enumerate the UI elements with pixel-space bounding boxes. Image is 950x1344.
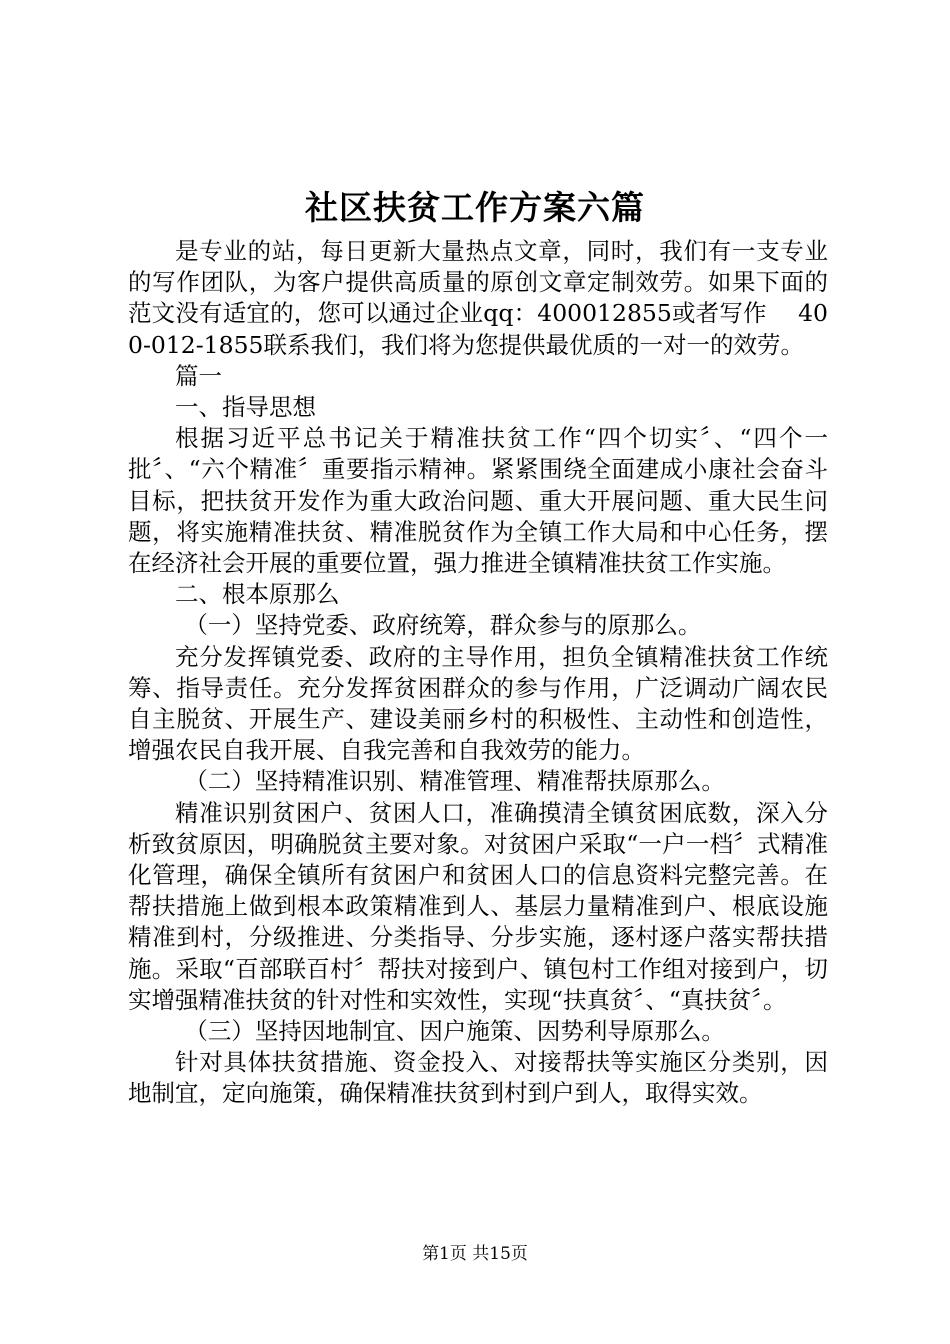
page-number-footer: 第1页 共15页 [422,1244,528,1264]
heading-basic-principles: 二、根本原那么 [175,580,340,609]
subheading-principle-1: （一）坚持党委、政府统筹，群众参与的原那么。 [184,611,702,640]
paragraph-principle-2: 精准识别贫困户、贫困人口，准确摸清全镇贫困底数，深入分析致贫原因，明确脱贫主要对象。对贫困户采取“一户一档〞式精准化管理，确保全镇所有贫困户和贫困人口的信息资料完整完善。在帮扶措施上做到根本政策精准到人、基层力量精准到户、根底设施精准到村，分级推进、分类指导、分步实施，逐村逐户落实帮扶措施。采取“百部联百村〞帮扶对接到户、镇包村工作组对接到户，切实增强精准扶贫的针对性和实效性，实现“扶真贫〞、“真扶贫〞。 [128,798,828,1014]
intro-paragraph: 是专业的站，每日更新大量热点文章，同时，我们有一支专业的写作团队，为客户提供高质量的原创文章定制效劳。如果下面的范文没有适宜的，您可以通过企业qq：400012855或者写作 400-012-1855联系我们，我们将为您提供最优质的一对一的效劳。 [128,237,828,359]
document-body [128,236,828,1110]
heading-guiding-thought: 一、指导思想 [175,393,316,422]
section-label-part-one: 篇一 [175,361,222,390]
paragraph-guiding-thought: 根据习近平总书记关于精准扶贫工作“四个切实〞、“四个一批〞、“六个精准〞重要指示精神。紧紧围绕全面建成小康社会奋斗目标，把扶贫开发作为重大政治问题、重大开展问题、重大民生问题，将实施精准扶贫、精准脱贫作为全镇工作大局和中心任务，摆在经济社会开展的重要位置，强力推进全镇精准扶贫工作实施。 [128,424,828,578]
paragraph-principle-1: 充分发挥镇党委、政府的主导作用，担负全镇精准扶贫工作统筹、指导责任。充分发挥贫困群众的参与作用，广泛调动广阔农民自主脱贫、开展生产、建设美丽乡村的积极性、主动性和创造性，增强农民自我开展、自我完善和自我效劳的能力。 [128,642,828,765]
document-title: 社区扶贫工作方案六篇 [305,188,645,227]
paragraph-principle-3: 针对具体扶贫措施、资金投入、对接帮扶等实施区分类别，因地制宜，定向施策，确保精准扶贫到村到户到人，取得实效。 [128,1048,828,1108]
subheading-principle-3: （三）坚持因地制宜、因户施策、因势利导原那么。 [184,1017,725,1046]
subheading-principle-2: （二）坚持精准识别、精准管理、精准帮扶原那么。 [184,767,725,796]
